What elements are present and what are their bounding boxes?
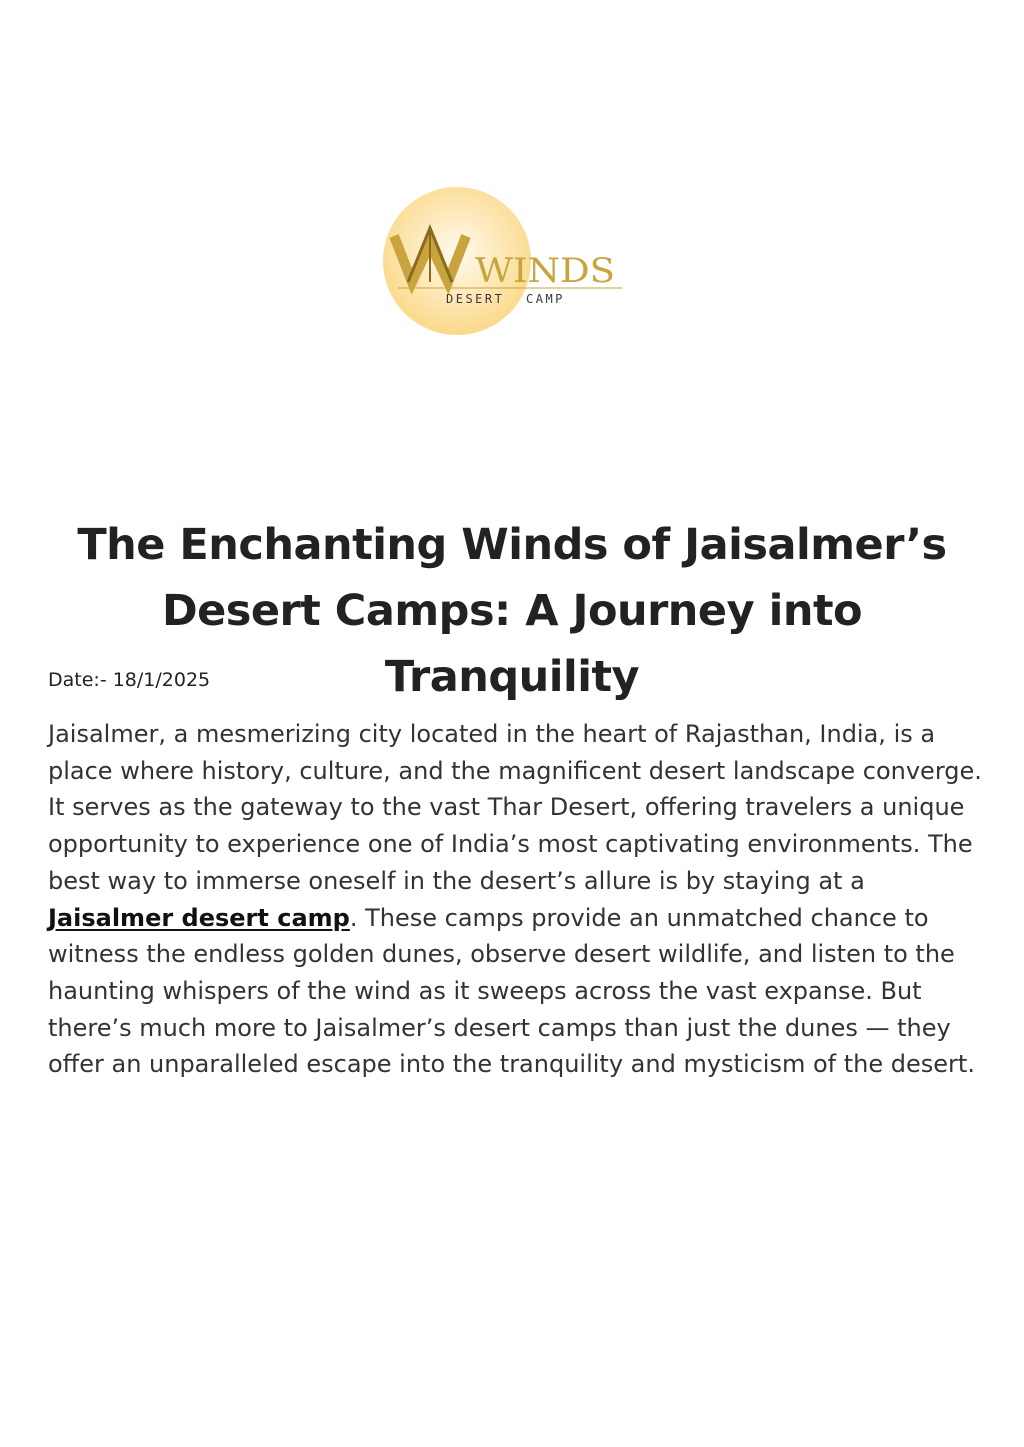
body-text-part-2: . These camps provide an unmatched chance to witness the endless golden dunes, observe desert wildlife, and listen to the haunting whispers of the wind as it sweeps across the vast expanse. But there’s much more to Jaisalmer’s desert camps than just the dunes — they offer an unparalleled escape into the tranquility and mysticism of the desert. — [48, 903, 975, 1079]
article-date: Date:- 18/1/2025 — [48, 669, 211, 691]
logo-wordmark: WINDS — [475, 251, 615, 291]
logo-graphic — [378, 184, 628, 340]
logo-subtitle-desert: DESERT — [446, 292, 505, 306]
article-title: The Enchanting Winds of Jaisalmer’s Desert Camps: A Journey into Tranquility — [77, 520, 947, 702]
article-body — [48, 716, 984, 1083]
logo-subtitle-camp: CAMP — [526, 292, 565, 306]
jaisalmer-desert-camp-link[interactable]: Jaisalmer desert camp — [48, 903, 350, 932]
body-text-part-1: Jaisalmer, a mesmerizing city located in the heart of Rajasthan, India, is a place where history, culture, and the magnificent desert landscape converge. It serves as the gateway to the vast Thar Desert, offering travelers a unique opportunity to experience one of India’s most captivating environments. The best way to immerse oneself in the desert’s allure is by staying at a — [48, 720, 982, 895]
winds-desert-camp-logo — [378, 184, 628, 340]
